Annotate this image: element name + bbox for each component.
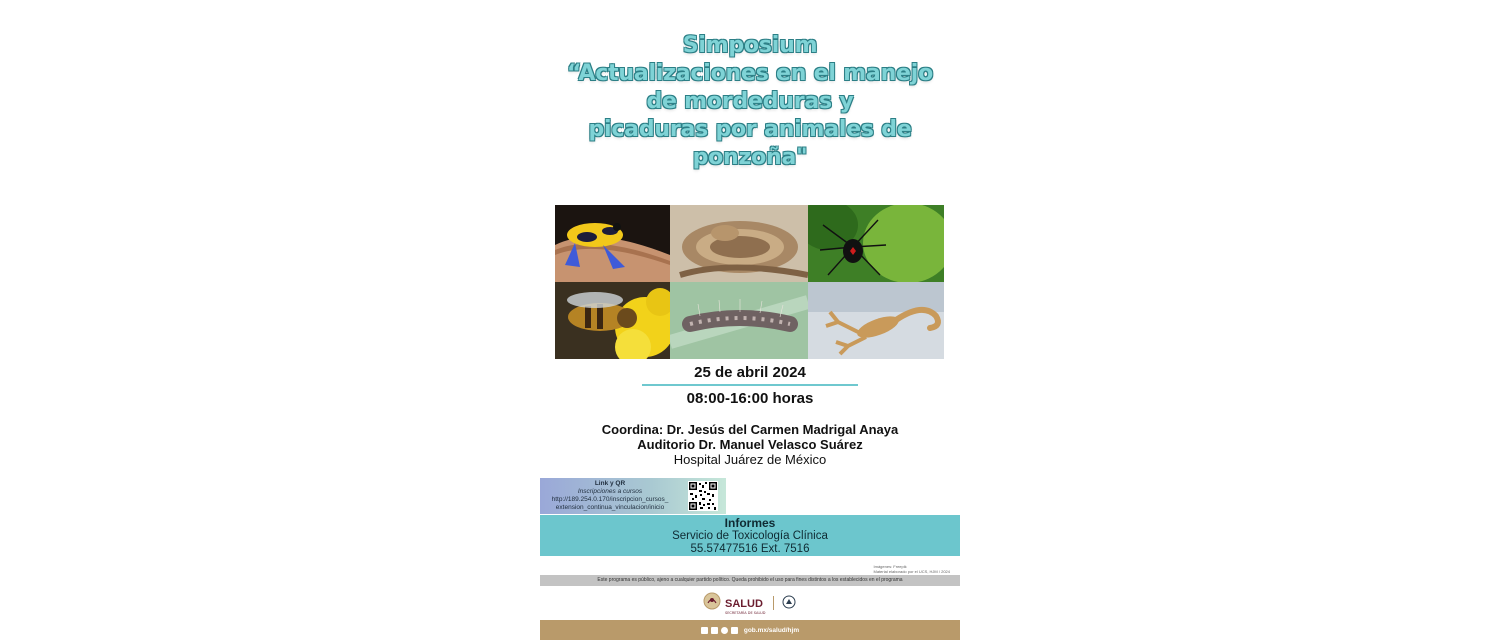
black-widow-spider-photo [808,205,944,282]
coordinator-name: Dr. Jesús del Carmen Madrigal Anaya [666,422,899,437]
caterpillar-photo [670,282,808,359]
footer-url[interactable]: gob.mx/salud/hjm [743,626,800,634]
contact-information-band [540,515,960,556]
title-line-5: ponzoña" [692,145,808,170]
frog-photo [555,205,670,282]
informes-service: Servicio de Toxicología Clínica [672,530,828,542]
registration-url-line-1[interactable]: http://189.254.0.170/inscripcion_cursos_ [551,496,669,503]
scorpion-photo [808,282,944,359]
legal-disclaimer: Este programa es público, ajeno a cualquier partido político. Queda prohibido el uso para fines distintos a los establecidos en el programa [540,575,960,586]
title-line-1: Simposium [682,33,818,58]
instagram-icon[interactable] [721,627,728,634]
venomous-animals-photo-grid [555,205,944,359]
coordinator-line [540,422,960,437]
bee-photo [555,282,670,359]
hospital-juarez-logo-icon [782,594,796,613]
informes-heading: Informes [724,516,776,530]
logo-divider [773,596,774,610]
institution-logos [703,593,796,613]
facebook-icon[interactable] [701,627,708,634]
informes-phone: 55.57477516 Ext. 7516 [690,543,810,555]
date-divider [642,384,858,386]
hospital-name: Hospital Juárez de México [673,452,827,467]
registration-subheading: Inscripciones a cursos [577,488,643,495]
mexico-coat-of-arms-icon [703,592,721,614]
event-date: 25 de abril 2024 [694,364,806,381]
registration-url-line-2[interactable]: extension_continua_vinculacion/inicio [555,504,665,511]
salud-subtitle: SECRETARÍA DE SALUD [725,610,766,615]
credits-line-1: Imágenes: Freepik [873,564,907,569]
credits-line-2: Material elaborado por el UCS, HJM / 2024 [873,569,950,574]
venue-name: Auditorio Dr. Manuel Velasco Suárez [637,437,863,452]
title-line-3: de mordeduras y [646,89,854,114]
registration-panel [540,478,726,514]
image-credits [874,564,950,574]
youtube-icon[interactable] [731,627,738,634]
event-poster [540,0,960,640]
salud-logo-text [725,592,765,615]
event-time: 08:00-16:00 horas [686,390,814,407]
twitter-icon[interactable] [711,627,718,634]
rattlesnake-photo [670,205,808,282]
title-line-4: picaduras por animales de [588,117,912,142]
salud-wordmark: SALUD [725,597,763,610]
registration-heading: Link y QR [594,480,626,487]
coordinator-label: Coordina: [601,422,664,437]
qr-code-icon[interactable] [688,481,718,511]
title-line-2: “Actualizaciones en el manejo [566,61,934,86]
footer-bar [540,620,960,640]
